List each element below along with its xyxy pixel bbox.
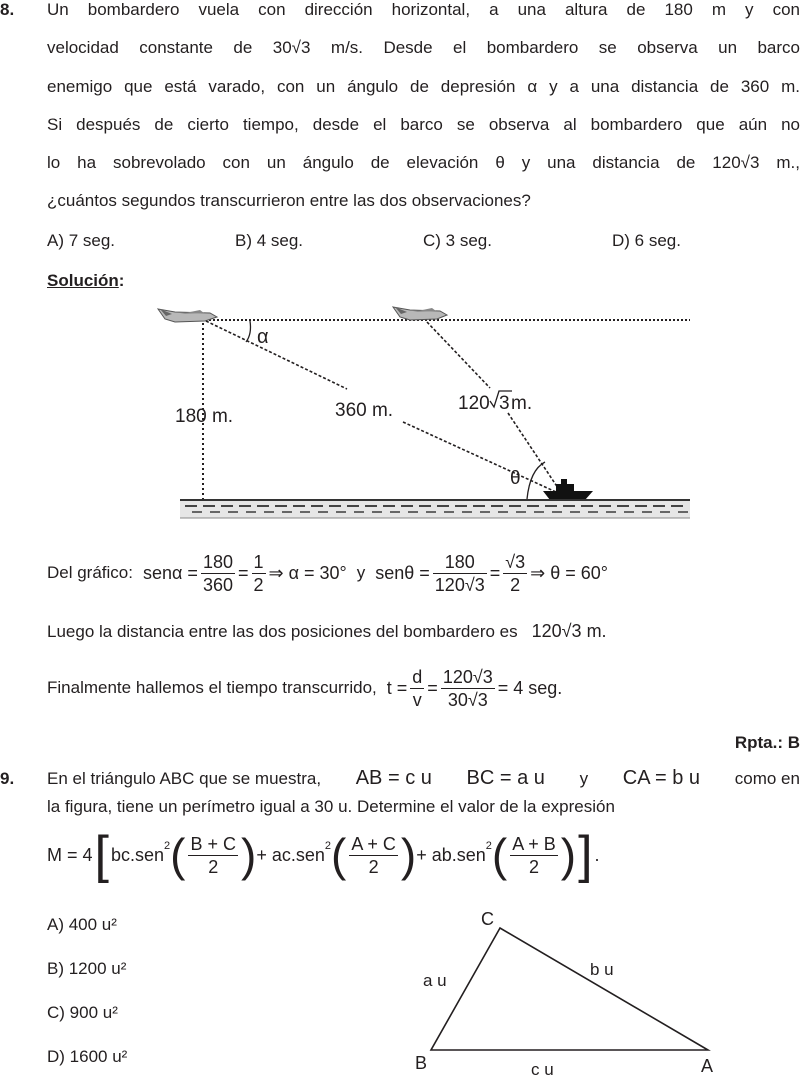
vertex-a-label: A [701,1056,714,1076]
p8-line-2: velocidad constante de 30√3 m/s. Desde el bombardero se observa un barco [47,38,800,57]
triangle-abc [431,928,708,1050]
p9-option-c: C) 900 u² [47,1003,118,1022]
plane-2-icon [393,307,447,320]
sight-line-360 [206,321,347,389]
sight-line-120r3 [427,322,490,388]
fraction-180-360: $\frac{180}{360}$ [202,551,233,595]
fraction-a-plus-b: $\frac{A + B}{2}$ [512,833,556,877]
side-c-label: c u [531,1060,554,1077]
fraction-r3-2: $\frac{√3}{2}$ [505,551,526,595]
fraction-b-plus-c: $\frac{B + C}{2}$ [190,833,237,877]
bomber-ship-figure [0,295,800,525]
p9-option-b: B) 1200 u² [47,959,127,978]
sight-line-360-lower [403,422,556,492]
p9-line-2: la figura, tiene un perímetro igual a 30 u. Determine el valor de la expresión [47,797,615,816]
fraction-120r3-30r3: $\frac{120√3}{30√3}$ [442,666,493,710]
svg-text:3: 3 [499,393,510,414]
p8-line-5: lo ha sobrevolado con un ángulo de elevación θ y una distancia de 120√3 m., [47,153,800,172]
alpha-arc [246,321,251,342]
theta-label: θ [510,468,521,489]
plane-1-icon [158,309,217,322]
vertex-b-label: B [415,1053,428,1073]
p8-option-d: D) 6 seg. [612,231,681,250]
fraction-180-120r3: $\frac{180}{120√3}$ [434,551,485,595]
solution-heading: Solución: [47,271,125,290]
theta-arc [527,462,545,499]
side-a-label: a u [423,971,447,990]
problem-9-number: 9. [0,769,15,788]
p8-option-a: A) 7 seg. [47,231,116,250]
equation-sines: Del gráfico: senα = $\frac{180}{360}$ = $\frac{1}{2}$ ⇒ α = 30° y senθ = $\frac{180}{120√3}$ = $\frac{√3}{2}$ ⇒ θ = 60° [47,551,608,595]
expression-m: M = 4 [ bc.sen $^2$ ( $\frac{B + C}{2}$ ) + ac.sen $^2$ ( $\frac{A + C}{2}$ ) + ab.sen $^2$ ( $\frac{A + B}{2}$ ) ] . [47,826,600,884]
answer-8: Rpta.: B [734,733,800,752]
p8-line-6: ¿cuántos segundos transcurrieron entre las dos observaciones? [47,191,531,210]
alpha-label: α [257,326,269,348]
p8-line-4: Si después de cierto tiempo, desde el barco se observa al bombardero que aún no [47,115,800,134]
p8-option-c: C) 3 seg. [423,231,492,250]
p9-line-1: En el triángulo ABC que se muestra, AB = c u BC = a u y CA = b u como en [47,767,800,789]
problem-8-number: 8. [0,0,15,19]
height-label: 180 m. [175,406,234,427]
svg-text:120: 120 [458,393,490,414]
fraction-1-2: $\frac{1}{2}$ [253,551,264,595]
distance-360-label: 360 m. [335,400,394,421]
side-b-label: b u [590,960,614,979]
time-equation: Finalmente hallemos el tiempo transcurrido, t = $\frac{d}{v}$ = $\frac{120√3}{30√3}$ = 4 seg. [47,666,563,710]
triangle-abc-figure [400,900,730,1077]
fraction-a-plus-c: $\frac{A + C}{2}$ [351,833,396,877]
p8-line-1: Un bombardero vuela con dirección horizontal, a una altura de 180 m y con [47,0,800,19]
p9-option-d: D) 1600 u² [47,1047,128,1066]
vertex-c-label: C [481,909,494,929]
p8-line-3: enemigo que está varado, con un ángulo de depresión α y a una distancia de 360 m. [47,77,800,96]
sea-surface [180,500,690,518]
svg-text:m.: m. [511,393,533,414]
p9-option-a: A) 400 u² [47,915,117,934]
fraction-d-v: $\frac{d}{v}$ [412,666,423,710]
p8-option-b: B) 4 seg. [235,231,304,250]
distance-120r3-label [458,391,532,414]
distance-statement: Luego la distancia entre las dos posiciones del bombardero es 120√3 m. [47,621,607,641]
